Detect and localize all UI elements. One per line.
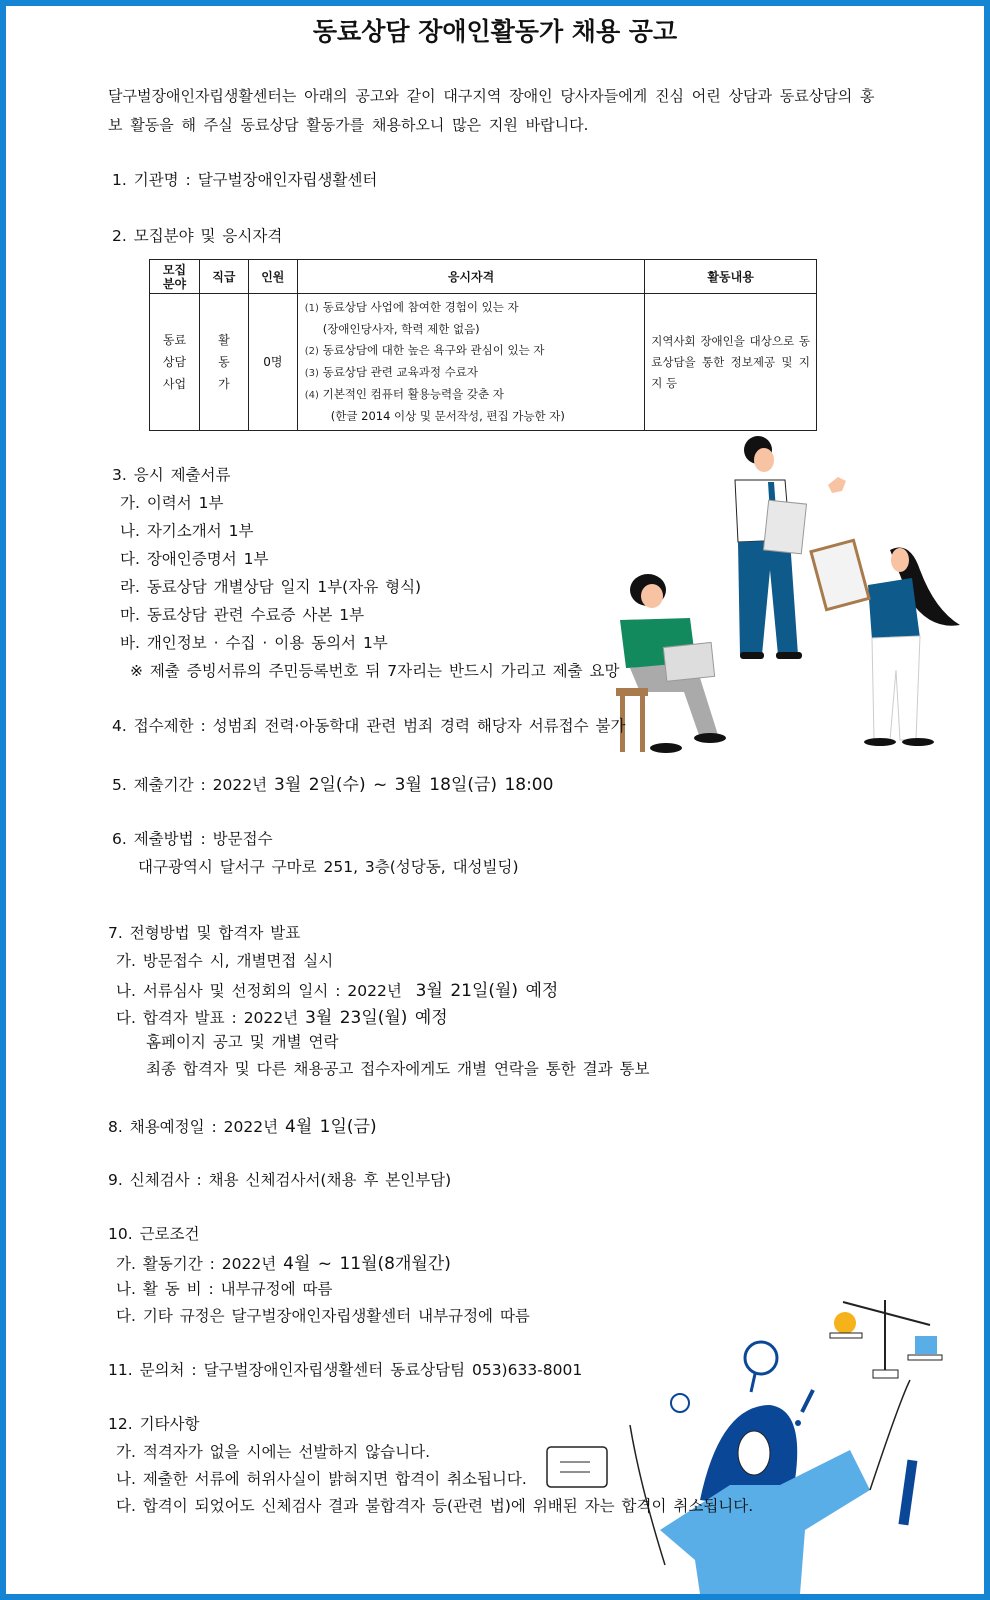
chat-bubble-icon [547, 1447, 607, 1487]
section-5-period: 5. 제출기간 : 2022년 3월 2일(수) ~ 3월 18일(금) 18:00 [112, 775, 554, 795]
document-item: 가. 이력서 1부 [120, 494, 224, 512]
condition-item: 다. 기타 규정은 달구벌장애인자립생활센터 내부규정에 따름 [116, 1307, 530, 1325]
qualification-item: (3) 동료상담 관련 교육과정 수료자 [304, 365, 478, 379]
table-header-row [150, 260, 817, 294]
document-item: 마. 동료상담 관련 수료증 사본 1부 [120, 606, 365, 624]
table-row [150, 294, 817, 431]
qualification-item: (2) 동료상담에 대한 높은 욕구와 관심이 있는 자 [304, 343, 545, 357]
document-note: ※ 제출 증빙서류의 주민등록번호 뒤 7자리는 반드시 가리고 제출 요망 [130, 662, 620, 680]
document-item: 바. 개인정보 · 수집 · 이용 동의서 1부 [120, 634, 388, 652]
misc-item: 나. 제출한 서류에 허위사실이 밝혀지면 합격이 취소됩니다. [116, 1470, 527, 1488]
section-8-start-date: 8. 채용예정일 : 2022년 4월 1일(금) [108, 1117, 377, 1137]
requirements-table [149, 259, 817, 431]
qualification-item: (장애인당사자, 학력 제한 없음) [322, 322, 480, 336]
document-item: 라. 동료상담 개별상담 일지 1부(자유 형식) [120, 578, 422, 596]
cell-rank: 활 동 가 [199, 294, 248, 431]
section-4-restriction: 4. 접수제한 : 성범죄 전력·아동학대 관련 범죄 경력 해당자 서류접수 불가 [112, 717, 626, 735]
intro-paragraph: 달구벌장애인자립생활센터는 아래의 공고와 같이 대구지역 장애인 당사자들에게 진심 어린 상담과 동료상담의 홍보 활동을 해 주실 동료상담 활동가를 채용하오니 많은 지원 바랍니다. [108, 87, 875, 134]
selection-item: 다. 합격자 발표 : 2022년 3월 23일(월) 예정 [116, 1008, 448, 1028]
section-7-heading: 7. 전형방법 및 합격자 발표 [108, 924, 301, 942]
header-field: 모집 분야 [150, 260, 200, 294]
lightbulb-icon [671, 1394, 689, 1412]
woman-figure-icon [630, 1380, 910, 1594]
scale-icon [830, 1300, 942, 1378]
qualification-item: (1) 동료상담 사업에 참여한 경험이 있는 자 [304, 300, 519, 314]
section-6-heading: 6. 제출방법 : 방문접수 [112, 830, 273, 848]
section-10-heading: 10. 근로조건 [108, 1225, 200, 1243]
header-activity: 활동내용 [645, 260, 817, 294]
misc-item: 가. 적격자가 없을 시에는 선발하지 않습니다. [116, 1443, 431, 1461]
selection-subitem: 홈페이지 공고 및 개별 연락 [146, 1033, 339, 1051]
section-12-heading: 12. 기타사항 [108, 1415, 200, 1433]
pencil-icon [898, 1460, 917, 1526]
header-qualifications: 응시자격 [297, 260, 644, 294]
section-9-health-check: 9. 신체검사 : 채용 신체검사서(채용 후 본인부담) [108, 1171, 452, 1189]
section-1-agency: 1. 기관명 : 달구벌장애인자립생활센터 [112, 171, 378, 189]
sitting-woman-icon [616, 574, 726, 753]
section-2-heading: 2. 모집분야 및 응시자격 [112, 227, 283, 245]
misc-item: 다. 합격이 되었어도 신체검사 결과 불합격자 등(관련 법)에 위배된 자는 합격이 취소됩니다. [116, 1497, 754, 1515]
team-illustration [600, 430, 970, 760]
qualification-item: (한글 2014 이상 및 문서작성, 편집 가능한 자) [330, 409, 565, 423]
address: 대구광역시 달서구 구마로 251, 3층(성당동, 대성빌딩) [138, 858, 519, 876]
cell-count: 0명 [248, 294, 297, 431]
document-item: 나. 자기소개서 1부 [120, 522, 254, 540]
header-rank: 직급 [199, 260, 248, 294]
section-11-contact: 11. 문의처 : 달구벌장애인자립생활센터 동료상담팀 053)633-8001 [108, 1361, 583, 1379]
condition-item: 나. 활 동 비 : 내부규정에 따름 [116, 1280, 333, 1298]
exclamation-icon [795, 1390, 813, 1426]
condition-item: 가. 활동기간 : 2022년 4월 ~ 11월(8개월간) [116, 1254, 451, 1274]
cell-qualifications [297, 294, 644, 431]
cell-field: 동료 상담 사업 [150, 294, 200, 431]
section-3-heading: 3. 응시 제출서류 [112, 466, 231, 484]
selection-item: 가. 방문접수 시, 개별면접 실시 [116, 952, 334, 970]
page-title: 동료상담 장애인활동가 채용 공고 [312, 17, 678, 46]
qualification-item: (4) 기본적인 컴퓨터 활용능력을 갖춘 자 [304, 387, 504, 401]
magnifier-icon [745, 1342, 777, 1392]
header-count: 인원 [248, 260, 297, 294]
cell-activity: 지역사회 장애인을 대상으로 동료상담을 통한 정보제공 및 지지 등 [645, 294, 817, 431]
selection-subitem: 최종 합격자 및 다른 채용공고 접수자에게도 개별 연락을 통한 결과 통보 [146, 1060, 650, 1078]
woman-with-clipboard-icon [811, 540, 960, 746]
woman-scale-illustration [530, 1270, 970, 1594]
document-item: 다. 장애인증명서 1부 [120, 550, 269, 568]
selection-item: 나. 서류심사 및 선정회의 일시 : 2022년 3월 21일(월) 예정 [116, 981, 559, 1001]
